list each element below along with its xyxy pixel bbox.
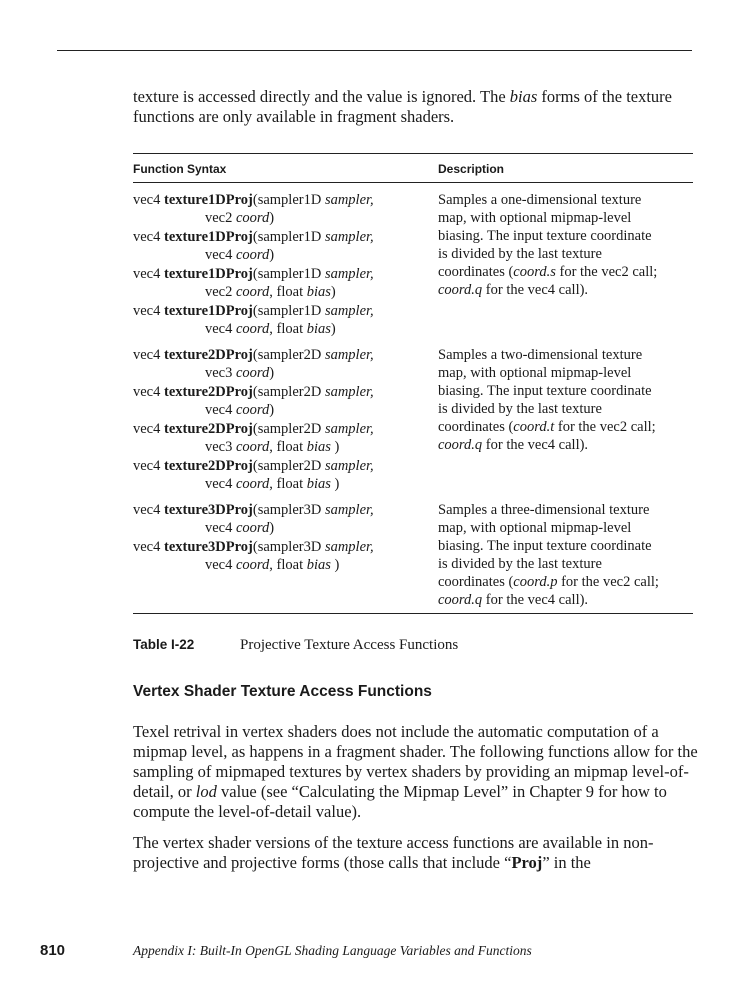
header-description: Description xyxy=(438,162,505,176)
function-signature: vec4 texture1DProj(sampler1D sampler, vec4 coord) xyxy=(133,229,374,263)
table-row xyxy=(133,339,693,494)
syntax-cell xyxy=(133,501,438,609)
function-signature: vec4 texture1DProj(sampler1D sampler, vec2 coord) xyxy=(133,192,374,226)
syntax-cell xyxy=(133,346,438,494)
table-row xyxy=(133,183,693,339)
function-name: texture2DProj xyxy=(164,458,253,474)
running-footer-title: Appendix I: Built-In OpenGL Shading Language Variables and Functions xyxy=(133,943,532,958)
texel-paragraph: Texel retrival in vertex shaders does not include the automatic computation of a mipmap level, as happens in a fragment shader. The following functions allow for the sampling of mipmaped textures by vertex shaders by providing an mipmap level-of-detail, or lod value (see “Calculating the Mipmap Level” in Chapter 9 for how to compute the level-of-detail value). xyxy=(133,722,698,821)
top-rule xyxy=(57,50,692,51)
table-header xyxy=(133,154,693,182)
header-function-syntax: Function Syntax xyxy=(133,162,227,176)
function-signature: vec4 texture1DProj(sampler1D sampler, vec2 coord, float bias) xyxy=(133,266,374,300)
function-name: texture3DProj xyxy=(164,539,253,555)
bias-term: bias xyxy=(509,87,538,106)
function-name: texture2DProj xyxy=(164,384,253,400)
function-name: texture3DProj xyxy=(164,502,253,518)
function-signature: vec4 texture2DProj(sampler2D sampler, vec4 coord, float bias ) xyxy=(133,458,374,492)
function-name: texture1DProj xyxy=(164,192,253,208)
function-name: texture1DProj xyxy=(164,303,253,319)
function-name: texture2DProj xyxy=(164,347,253,363)
function-signature: vec4 texture3DProj(sampler3D sampler, vec4 coord) xyxy=(133,502,374,536)
section-heading: Vertex Shader Texture Access Functions xyxy=(133,683,432,700)
syntax-cell xyxy=(133,191,438,339)
table-caption xyxy=(133,636,458,654)
page-number: 810 xyxy=(40,942,66,959)
description-cell: Samples a three-dimensional texture map, with optional mipmap-level biasing. The input texture coordinate is divided by the last texture coordinates (coord.p for the vec2 call; coord.q for the vec4 call). xyxy=(438,502,659,608)
table-bottom-rule xyxy=(133,613,693,614)
vertex-paragraph: The vertex shader versions of the texture access functions are available in non-projective and projective forms (those calls that include “Proj” in the xyxy=(133,833,654,872)
function-signature: vec4 texture3DProj(sampler3D sampler, vec4 coord, float bias ) xyxy=(133,539,374,573)
function-name: texture2DProj xyxy=(164,421,253,437)
function-name: texture1DProj xyxy=(164,229,253,245)
function-signature: vec4 texture2DProj(sampler2D sampler, vec4 coord) xyxy=(133,384,374,418)
description-cell: Samples a two-dimensional texture map, with optional mipmap-level biasing. The input texture coordinate is divided by the last texture coordinates (coord.t for the vec2 call; coord.q for the vec4 call). xyxy=(438,347,656,453)
lod-term: lod xyxy=(195,782,217,801)
function-signature: vec4 texture2DProj(sampler2D sampler, vec3 coord) xyxy=(133,347,374,381)
table-caption-label: Table I-22 xyxy=(133,637,195,652)
function-table xyxy=(133,153,693,614)
function-signature: vec4 texture1DProj(sampler1D sampler, vec4 coord, float bias) xyxy=(133,303,374,337)
table-row xyxy=(133,494,693,613)
proj-term: Proj xyxy=(511,853,543,872)
description-cell: Samples a one-dimensional texture map, with optional mipmap-level biasing. The input texture coordinate is divided by the last texture coordinates (coord.s for the vec2 call; coord.q for the vec4 call). xyxy=(438,192,658,298)
intro-paragraph: texture is accessed directly and the value is ignored. The bias forms of the texture functions are only available in fragment shaders. xyxy=(133,87,673,126)
table-caption-text: Projective Texture Access Functions xyxy=(240,637,459,653)
function-signature: vec4 texture2DProj(sampler2D sampler, vec3 coord, float bias ) xyxy=(133,421,374,455)
function-name: texture1DProj xyxy=(164,266,253,282)
